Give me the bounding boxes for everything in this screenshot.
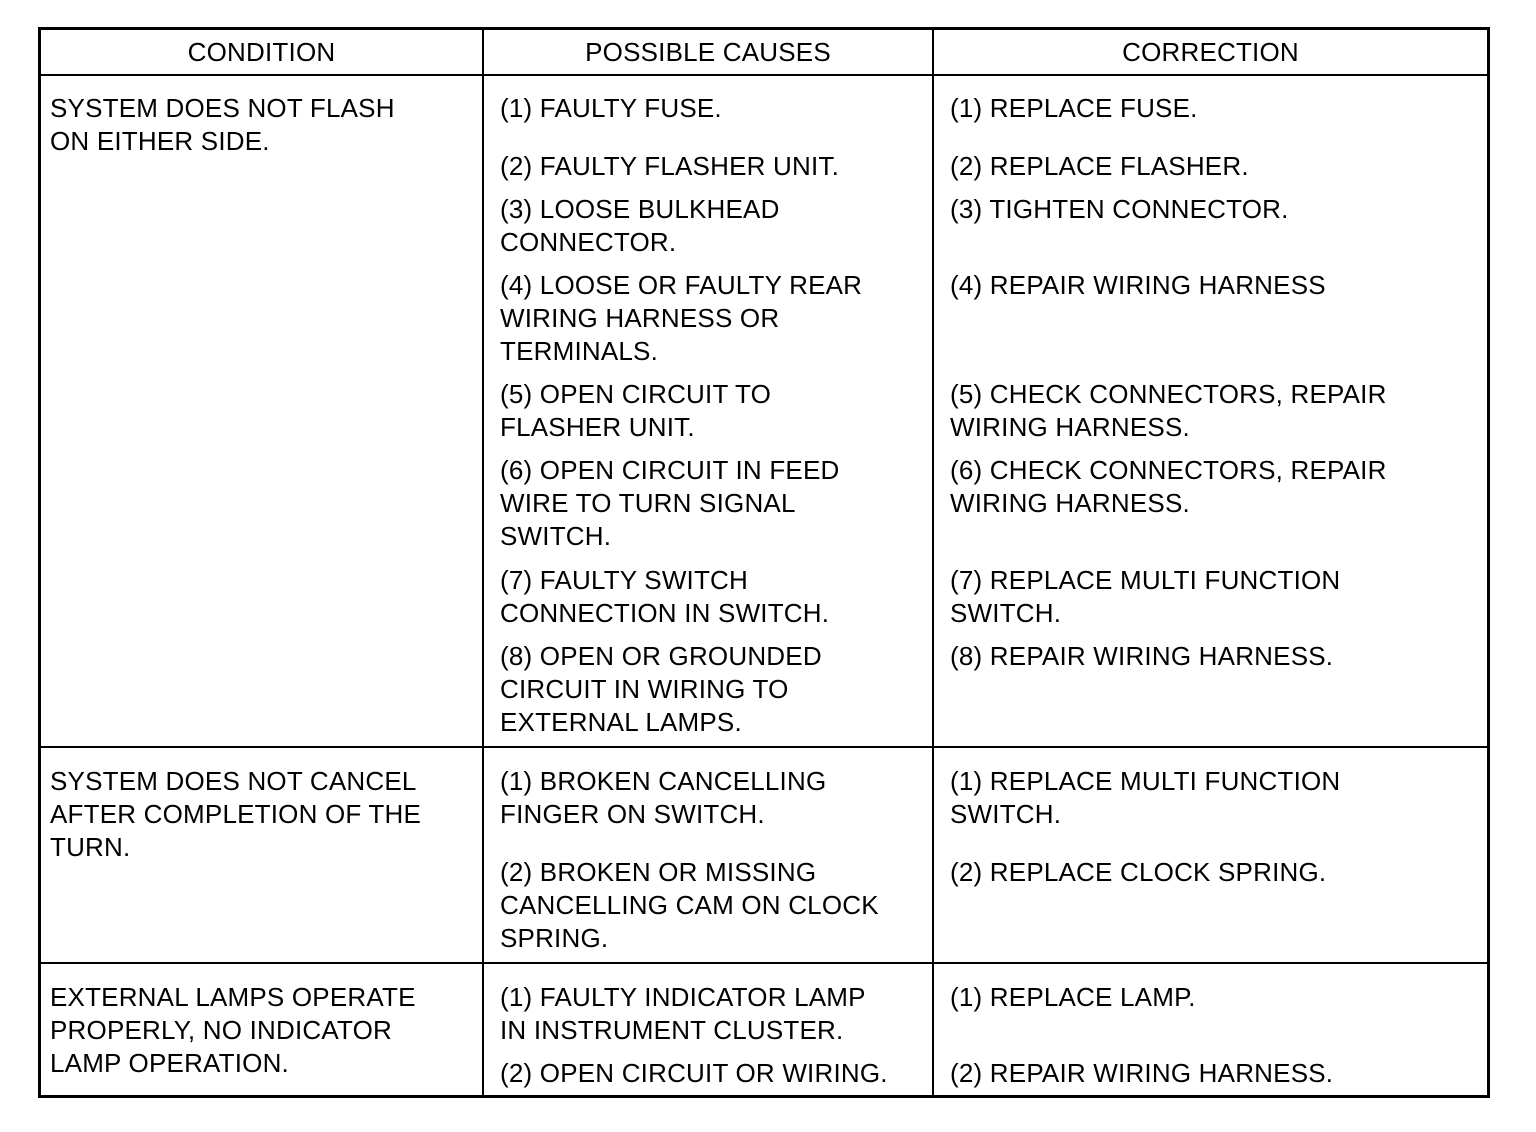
correction-item: (8) REPAIR WIRING HARNESS. [950, 641, 1334, 671]
cause-item: (1) BROKEN CANCELLING FINGER ON SWITCH. [500, 766, 827, 829]
correction-item: (1) REPLACE FUSE. [950, 93, 1198, 123]
cause-item: (3) LOOSE BULKHEAD CONNECTOR. [500, 194, 780, 257]
cause-item: (6) OPEN CIRCUIT IN FEED WIRE TO TURN SIGNAL SWITCH. [500, 455, 840, 551]
column-divider [482, 30, 484, 1095]
cause-item: (5) OPEN CIRCUIT TO FLASHER UNIT. [500, 379, 772, 442]
cause-item: (2) FAULTY FLASHER UNIT. [500, 151, 840, 181]
correction-item: (5) CHECK CONNECTORS, REPAIR WIRING HARNESS. [950, 379, 1387, 442]
column-divider [932, 30, 934, 1095]
correction-item: (1) REPLACE MULTI FUNCTION SWITCH. [950, 766, 1341, 829]
correction-item: (2) REPLACE FLASHER. [950, 151, 1249, 181]
row-divider [41, 746, 1487, 748]
header-divider [41, 74, 1487, 76]
diagnosis-table [38, 27, 1490, 1098]
correction-item: (4) REPAIR WIRING HARNESS [950, 270, 1326, 300]
cause-item: (2) BROKEN OR MISSING CANCELLING CAM ON CLOCK SPRING. [500, 857, 879, 953]
header-correction: CORRECTION [1122, 36, 1299, 67]
header-possible-causes: POSSIBLE CAUSES [585, 36, 831, 67]
cause-item: (4) LOOSE OR FAULTY REAR WIRING HARNESS OR TERMINALS. [500, 270, 863, 366]
cause-item: (8) OPEN OR GROUNDED CIRCUIT IN WIRING TO EXTERNAL LAMPS. [500, 641, 822, 737]
cause-item: (1) FAULTY FUSE. [500, 93, 722, 123]
condition-cell: SYSTEM DOES NOT CANCEL AFTER COMPLETION OF THE TURN. [50, 766, 422, 862]
correction-item: (2) REPAIR WIRING HARNESS. [950, 1058, 1334, 1088]
row-divider [41, 962, 1487, 964]
correction-item: (7) REPLACE MULTI FUNCTION SWITCH. [950, 565, 1341, 628]
correction-item: (6) CHECK CONNECTORS, REPAIR WIRING HARNESS. [950, 455, 1387, 518]
cause-item: (7) FAULTY SWITCH CONNECTION IN SWITCH. [500, 565, 830, 628]
correction-item: (2) REPLACE CLOCK SPRING. [950, 857, 1327, 887]
cause-item: (2) OPEN CIRCUIT OR WIRING. [500, 1058, 888, 1088]
header-condition: CONDITION [187, 36, 336, 67]
cause-item: (1) FAULTY INDICATOR LAMP IN INSTRUMENT CLUSTER. [500, 982, 866, 1045]
condition-cell: SYSTEM DOES NOT FLASH ON EITHER SIDE. [50, 93, 395, 156]
correction-item: (1) REPLACE LAMP. [950, 982, 1196, 1012]
condition-cell: EXTERNAL LAMPS OPERATE PROPERLY, NO INDICATOR LAMP OPERATION. [50, 982, 416, 1078]
correction-item: (3) TIGHTEN CONNECTOR. [950, 194, 1289, 224]
